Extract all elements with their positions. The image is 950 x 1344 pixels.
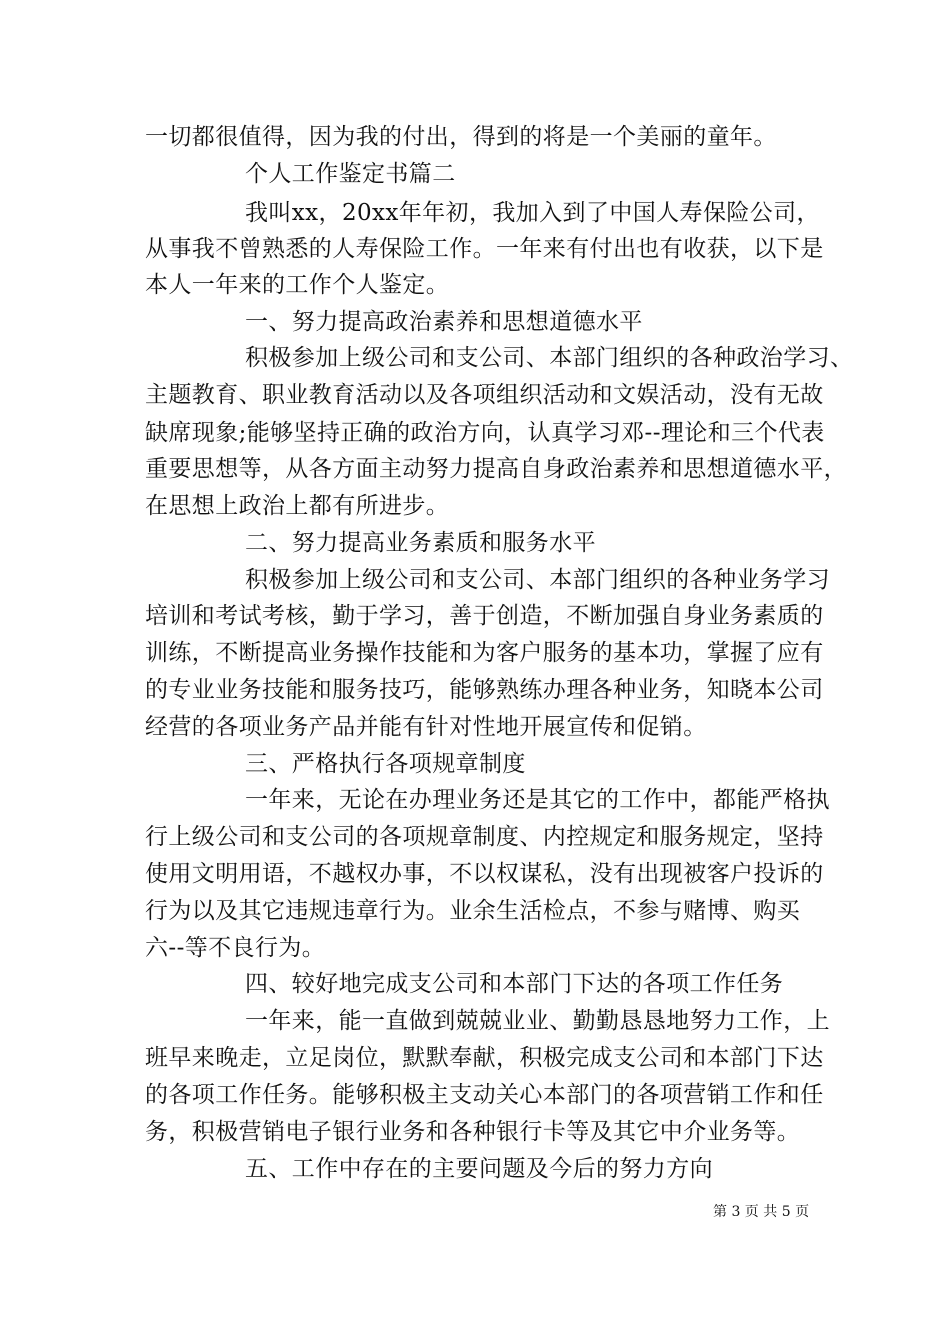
body-line: 缺席现象;能够坚持正确的政治方向，认真学习邓--理论和三个代表 — [145, 420, 825, 446]
body-line: 行上级公司和支公司的各项规章制度、内控规定和服务规定，坚持 — [145, 824, 824, 850]
paragraph-first-line: 一年来，能一直做到兢兢业业、勤勤恳恳地努力工作，上 — [245, 1008, 830, 1034]
section-heading: 三、严格执行各项规章制度 — [245, 751, 526, 777]
section-heading: 五、工作中存在的主要问题及今后的努力方向 — [245, 1156, 713, 1182]
section-heading: 二、努力提高业务素质和服务水平 — [245, 530, 596, 556]
body-line: 务，积极营销电子银行业务和各种银行卡等及其它中介业务等。 — [145, 1119, 801, 1145]
body-line: 经营的各项业务产品并能有针对性地开展宣传和促销。 — [145, 714, 707, 740]
body-line: 使用文明用语，不越权办事，不以权谋私，没有出现被客户投诉的 — [145, 861, 824, 887]
section-heading: 四、较好地完成支公司和本部门下达的各项工作任务 — [245, 971, 784, 997]
body-line: 重要思想等，从各方面主动努力提高自身政治素养和思想道德水平， — [145, 456, 847, 482]
body-line: 的各项工作任务。能够积极主支动关心本部门的各项营销工作和任 — [145, 1082, 824, 1108]
body-line: 在思想上政治上都有所进步。 — [145, 493, 450, 519]
body-line: 从事我不曾熟悉的人寿保险工作。一年来有付出也有收获，以下是 — [145, 236, 824, 262]
section-title: 个人工作鉴定书篇二 — [245, 161, 456, 187]
body-line: 本人一年来的工作个人鉴定。 — [145, 272, 450, 298]
paragraph-first-line: 一年来，无论在办理业务还是其它的工作中，都能严格执 — [245, 787, 830, 813]
body-line: 一切都很值得，因为我的付出，得到的将是一个美丽的童年。 — [145, 124, 777, 150]
section-heading: 一、努力提高政治素养和思想道德水平 — [245, 309, 643, 335]
body-line: 班早来晚走，立足岗位，默默奉献，积极完成支公司和本部门下达 — [145, 1045, 824, 1071]
paragraph-first-line: 积极参加上级公司和支公司、本部门组织的各种业务学习 — [245, 567, 830, 593]
body-line: 六--等不良行为。 — [145, 935, 326, 961]
body-line: 的专业业务技能和服务技巧，能够熟练办理各种业务，知晓本公司 — [145, 677, 824, 703]
page-number-footer: 第 3 页 共 5 页 — [713, 1204, 810, 1220]
paragraph-first-line: 我叫xx，20xx年年初，我加入到了中国人寿保险公司， — [245, 200, 820, 226]
body-line: 主题教育、职业教育活动以及各项组织活动和文娱活动，没有无故 — [145, 382, 824, 408]
body-line: 行为以及其它违规违章行为。业余生活检点，不参与赌博、购买 — [145, 898, 801, 924]
body-line: 训练，不断提高业务操作技能和为客户服务的基本功，掌握了应有 — [145, 640, 824, 666]
body-line: 培训和考试考核，勤于学习，善于创造，不断加强自身业务素质的 — [145, 603, 824, 629]
paragraph-first-line: 积极参加上级公司和支公司、本部门组织的各种政治学习、 — [245, 345, 854, 371]
